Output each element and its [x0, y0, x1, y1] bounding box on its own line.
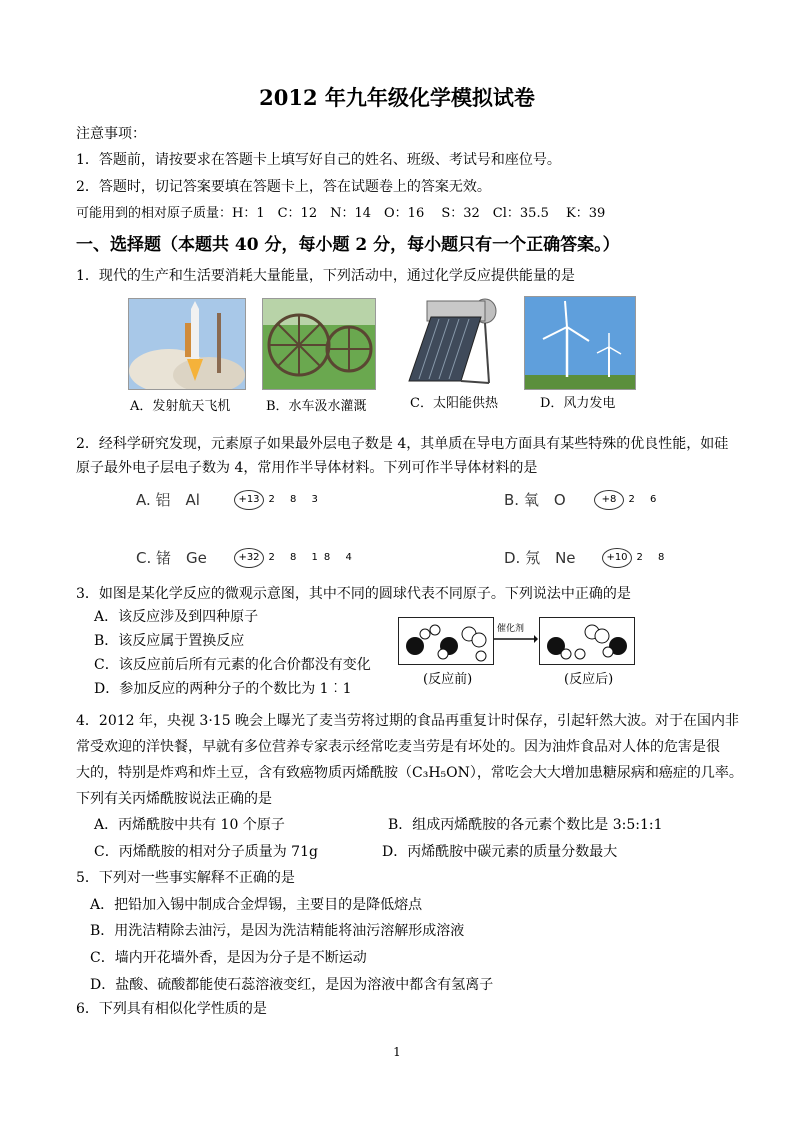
question-4-line-1: 4．2012 年，央视 3·15 晚会上曝光了麦当劳将过期的食品再重复计时保存，引起轩然大波。对于在国内非 — [76, 713, 740, 729]
atom-a-nucleus: +13 — [234, 490, 264, 510]
reaction-after-label: (反应后) — [564, 672, 614, 687]
notice-heading: 注意事项： — [76, 126, 146, 142]
atom-d-diagram — [602, 546, 670, 568]
question-5-option-d: D．盐酸、硫酸都能使石蕊溶液变红，是因为溶液中都含有氢离子 — [90, 977, 494, 993]
page-number: 1 — [393, 1045, 401, 1059]
atom-d-label: D. 氖 Ne — [504, 549, 576, 567]
question-3-option-a: A．该反应涉及到四种原子 — [94, 609, 259, 625]
atom-c-shells: 2 8 18 4 — [268, 552, 358, 563]
section-heading: 一、选择题（本题共 40 分，每小题 2 分，每小题只有一个正确答案。） — [76, 235, 620, 255]
catalyst-label: 催化剂 — [497, 624, 525, 634]
question-4-line-3: 大的，特别是炸鸡和炸土豆，含有致癌物质丙烯酰胺（C₃H₅ON），常吃会大大增加患糖尿病和癌症的几率。 — [76, 765, 743, 781]
question-5-option-b: B．用洗洁精除去油污，是因为洗洁精能将油污溶解形成溶液 — [90, 923, 465, 939]
option-c-caption: C．太阳能供热 — [410, 396, 498, 411]
question-4-line-2: 常受欢迎的洋快餐，早就有多位营养专家表示经常吃麦当劳是有坏处的。因为油炸食品对人体的危害是很 — [76, 739, 720, 755]
question-3-option-d: D．参加反应的两种分子的个数比为 1︰1 — [94, 681, 352, 697]
option-b-caption: B．水车汲水灌溉 — [266, 399, 367, 414]
reaction-arrow-icon — [494, 634, 538, 644]
atom-c-nucleus: +32 — [234, 548, 264, 568]
reaction-before-label: (反应前) — [423, 672, 473, 687]
atom-a-shells: 2 8 3 — [268, 494, 324, 505]
question-4-option-c: C．丙烯酰胺的相对分子质量为 71g — [94, 844, 318, 860]
question-3-option-b: B．该反应属于置换反应 — [94, 633, 245, 649]
question-4-option-b: B．组成丙烯酰胺的各元素个数比是 3:5:1:1 — [388, 817, 663, 833]
atom-c-diagram — [234, 546, 358, 568]
wind-turbine-image — [524, 296, 636, 390]
option-a-caption: A．发射航天飞机 — [130, 399, 231, 414]
question-6-stem: 6．下列具有相似化学性质的是 — [76, 1001, 267, 1017]
question-1-stem: 1．现代的生产和生活要消耗大量能量，下列活动中，通过化学反应提供能量的是 — [76, 268, 575, 284]
atom-d-nucleus: +10 — [602, 548, 632, 568]
question-4-line-4: 下列有关丙烯酰胺说法正确的是 — [76, 791, 272, 807]
option-d-caption: D．风力发电 — [540, 396, 616, 411]
atom-a-diagram — [234, 488, 324, 510]
atomic-mass-line: 可能用到的相对原子质量：H：1 C：12 N：14 O：16 S：32 Cl：35.5 K：39 — [76, 206, 606, 221]
reaction-after-box — [539, 617, 635, 665]
atom-a-label: A. 铝 Al — [136, 491, 200, 509]
atom-b-diagram — [594, 488, 662, 510]
atom-d-shells: 2 8 — [636, 552, 671, 563]
solar-heater-image — [400, 296, 500, 390]
question-5-option-a: A．把铅加入锡中制成合金焊锡，主要目的是降低熔点 — [90, 897, 423, 913]
atom-b-label: B. 氧 O — [504, 491, 566, 509]
question-3-stem: 3．如图是某化学反应的微观示意图，其中不同的圆球代表不同原子。下列说法中正确的是 — [76, 586, 631, 602]
shuttle-launch-image — [128, 298, 246, 390]
question-2-line-1: 2．经科学研究发现，元素原子如果最外层电子数是 4，其单质在导电方面具有某些特殊的优良性能，如硅 — [76, 436, 729, 452]
reaction-before-box — [398, 617, 494, 665]
question-4-option-a: A．丙烯酰胺中共有 10 个原子 — [94, 817, 285, 833]
question-5-option-c: C．墙内开花墙外香，是因为分子是不断运动 — [90, 950, 367, 966]
question-3-option-c: C．该反应前后所有元素的化合价都没有变化 — [94, 657, 371, 673]
atom-b-nucleus: +8 — [594, 490, 624, 510]
atom-c-label: C. 锗 Ge — [136, 549, 207, 567]
notice-item-2: 2．答题时，切记答案要填在答题卡上，答在试题卷上的答案无效。 — [76, 179, 491, 195]
atom-b-shells: 2 6 — [628, 494, 663, 505]
question-4-option-d: D．丙烯酰胺中碳元素的质量分数最大 — [382, 844, 618, 860]
page-title: 2012 年九年级化学模拟试卷 — [259, 85, 535, 110]
question-2-line-2: 原子最外电子层电子数为 4，常用作半导体材料。下列可作半导体材料的是 — [76, 460, 538, 476]
question-5-stem: 5．下列对一些事实解释不正确的是 — [76, 870, 295, 886]
water-wheel-image — [262, 298, 376, 390]
notice-item-1: 1．答题前，请按要求在答题卡上填写好自己的姓名、班级、考试号和座位号。 — [76, 152, 561, 168]
